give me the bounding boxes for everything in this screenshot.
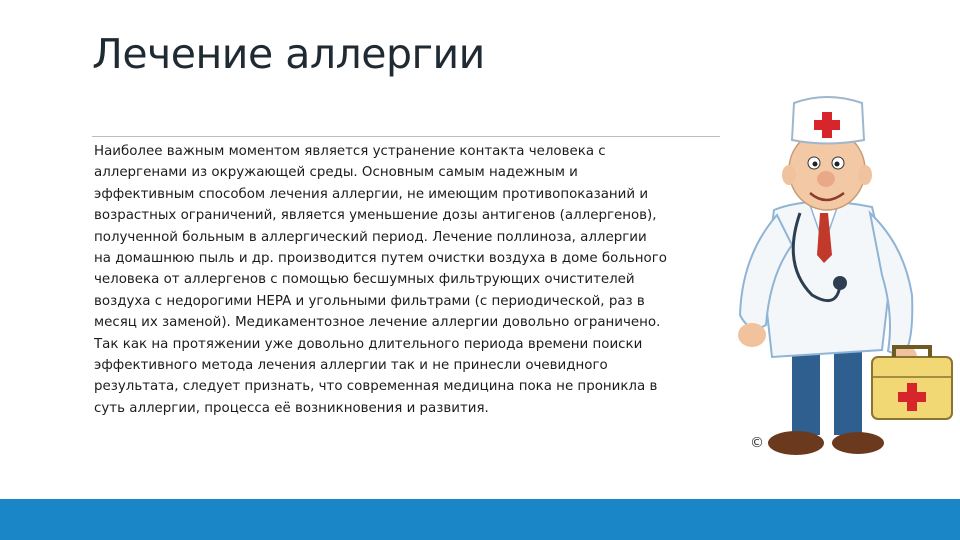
slide-title: Лечение аллергии (92, 30, 485, 78)
doctor-shoe-left (768, 431, 824, 455)
footer-bar (0, 499, 960, 540)
doctor-ear-right (858, 165, 872, 185)
doctor-ear-left (782, 165, 796, 185)
body-paragraph: Наиболее важным моментом является устранение контакта человека с аллергенами из окружающей среды. Основным самым надежным и эффективным способом лечения аллергии, не имеющим противопоказаний и возрастных ограничений, является уменьшение дозы антигенов (аллергенов), полученной больным в аллергический период. Лечение поллиноза, аллергии на домашнюю пыль и др. производится путем очистки воздуха в доме больного человека от аллергенов с помощью бесшумных фильтрующих очистителей воздуха с недорогими HEPA и угольными фильтрами (с периодической, раз в месяц их заменой). Медикаментозное лечение аллергии довольно ограничено. Так как на протяжении уже довольно длительного периода времени поиски эффективного метода лечения аллергии так и не принесли очевидного результата, следует признать, что современная медицина пока не проникла в суть аллергии, процесса её возникновения и развития. (94, 144, 667, 416)
case-cross-horizontal (898, 392, 926, 402)
doctor-pupil-right (835, 162, 840, 167)
title-divider (92, 136, 720, 137)
doctor-pupil-left (813, 162, 818, 167)
doctor-nose (817, 171, 835, 187)
doctor-leg-right (834, 340, 862, 435)
copyright-mark: © (750, 435, 764, 451)
doctor-hand-left (738, 323, 766, 347)
doctor-illustration (722, 95, 957, 465)
hat-cross-horizontal (814, 120, 840, 130)
stethoscope-chestpiece (833, 276, 847, 290)
doctor-shoe-right (832, 432, 884, 454)
